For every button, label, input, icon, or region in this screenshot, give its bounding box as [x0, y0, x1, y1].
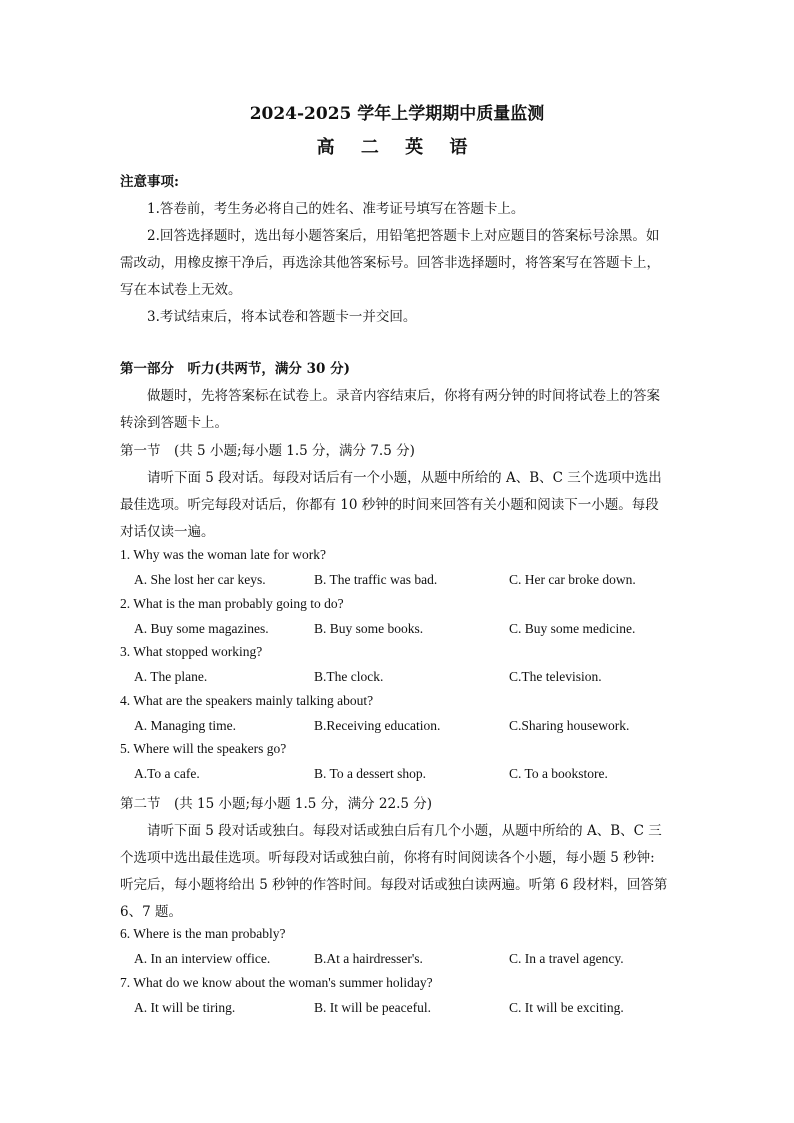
question-2-option-b: B. Buy some books.: [314, 621, 424, 636]
question-2: 2. What is the man probably going to do?: [120, 596, 344, 611]
question-5-option-b: B. To a dessert shop.: [314, 766, 427, 781]
part1-heading: 第一部分 听力(共两节，满分 30 分): [120, 361, 350, 377]
question-2-option-a: A. Buy some magazines.: [134, 621, 269, 636]
question-4-option-a: A. Managing time.: [134, 718, 236, 733]
note-item-2-line-3: 写在本试卷上无效。: [120, 282, 242, 298]
note-item-2-line-2: 需改动，用橡皮擦干净后，再选涂其他答案标号。回答非选择题时，将答案写在答题卡上，: [120, 255, 660, 271]
question-3-option-b: B.The clock.: [314, 669, 384, 684]
exam-title: 2024-2025 学年上学期期中质量监测: [249, 104, 545, 124]
question-4: 4. What are the speakers mainly talking about?: [120, 693, 374, 708]
question-4-option-b: B.Receiving education.: [314, 718, 441, 733]
question-1-option-b: B. The traffic was bad.: [314, 572, 438, 587]
question-1-option-c: C. Her car broke down.: [509, 572, 636, 587]
section2-heading: 第二节 (共 15 小题;每小题 1.5 分，满分 22.5 分): [120, 796, 433, 812]
part1-intro-line-1: 做题时，先将答案标在试卷上。录音内容结束后，你将有两分钟的时间将试卷上的答案: [147, 388, 660, 404]
question-7-option-a: A. It will be tiring.: [134, 1000, 236, 1015]
question-3: 3. What stopped working?: [120, 644, 263, 659]
question-6-option-c: C. In a travel agency.: [509, 951, 624, 966]
note-item-3: 3.考试结束后，将本试卷和答题卡一并交回。: [147, 309, 417, 325]
section2-intro-line-2: 个选项中选出最佳选项。听每段对话或独白前，你将有时间阅读各个小题，每小题 5 秒钟:: [120, 850, 655, 866]
section2-intro-line-4: 6、7 题。: [120, 904, 182, 920]
question-7-option-c: C. It will be exciting.: [509, 1000, 624, 1015]
section1-intro-line-1: 请听下面 5 段对话。每段对话后有一个小题，从题中所给的 A、B、C 三个选项中选出: [147, 470, 662, 486]
question-5-option-a: A.To a cafe.: [134, 766, 200, 781]
section1-intro-line-2: 最佳选项。听完每段对话后，你都有 10 秒钟的时间来回答有关小题和阅读下一小题。每段: [120, 497, 659, 513]
question-3-option-c: C.The television.: [509, 669, 602, 684]
section2-intro-line-1: 请听下面 5 段对话或独白。每段对话或独白后有几个小题，从题中所给的 A、B、C 三: [147, 823, 662, 839]
section2-intro-line-3: 听完后，每小题将给出 5 秒钟的作答时间。每段对话或独白读两遍。听第 6 段材料，回答第: [120, 877, 668, 893]
section1-heading: 第一节 (共 5 小题;每小题 1.5 分，满分 7.5 分): [120, 443, 415, 459]
question-3-option-a: A. The plane.: [134, 669, 208, 684]
question-2-option-c: C. Buy some medicine.: [509, 621, 636, 636]
question-1-option-a: A. She lost her car keys.: [134, 572, 266, 587]
part1-intro-line-2: 转涂到答题卡上。: [120, 415, 228, 431]
question-6-option-a: A. In an interview office.: [134, 951, 271, 966]
exam-subject: 高 二 英 语: [316, 137, 478, 158]
question-1: 1. Why was the woman late for work?: [120, 547, 326, 562]
question-5-option-c: C. To a bookstore.: [509, 766, 608, 781]
section1-intro-line-3: 对话仅读一遍。: [120, 524, 215, 540]
notes-heading: 注意事项:: [120, 174, 179, 190]
note-item-2-line-1: 2.回答选择题时，选出每小题答案后，用铅笔把答题卡上对应题目的答案标号涂黑。如: [147, 228, 660, 244]
question-7: 7. What do we know about the woman's summer holiday?: [120, 975, 433, 990]
question-6-option-b: B.At a hairdresser's.: [314, 951, 423, 966]
note-item-1: 1.答卷前，考生务必将自己的姓名、准考证号填写在答题卡上。: [147, 201, 525, 217]
question-6: 6. Where is the man probably?: [120, 926, 286, 941]
question-7-option-b: B. It will be peaceful.: [314, 1000, 431, 1015]
question-5: 5. Where will the speakers go?: [120, 741, 287, 756]
question-4-option-c: C.Sharing housework.: [509, 718, 630, 733]
